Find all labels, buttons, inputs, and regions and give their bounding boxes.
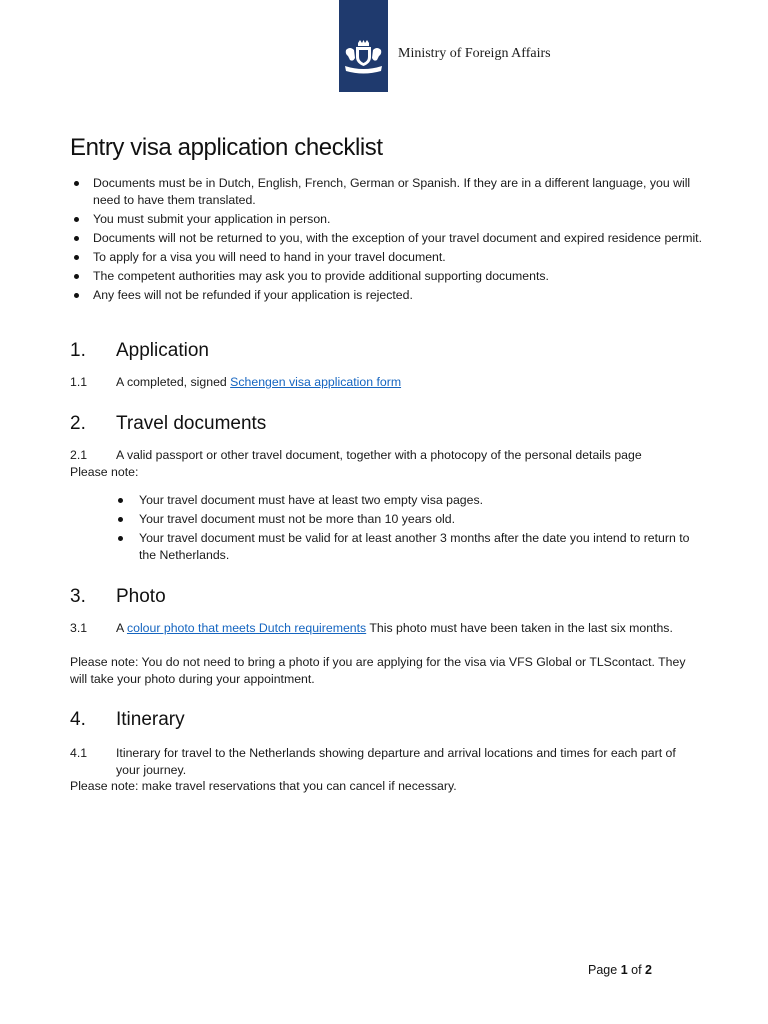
ministry-name: Ministry of Foreign Affairs bbox=[398, 46, 551, 61]
current-page: 1 bbox=[620, 963, 628, 977]
item-number: 2.1 bbox=[70, 448, 88, 462]
checklist-item-3-1 bbox=[70, 620, 690, 637]
section-number: 4. bbox=[70, 709, 86, 730]
item-text: Itinerary for travel to the Netherlands showing departure and arrival locations and times for each part of your journey. bbox=[116, 746, 676, 777]
list-item: Documents will not be returned to you, with the exception of your travel document and expired residence permit. bbox=[70, 230, 710, 247]
item-number: 4.1 bbox=[70, 746, 88, 760]
travel-documents-note: Please note: bbox=[70, 465, 139, 479]
photo-requirements-link[interactable]: colour photo that meets Dutch requirements bbox=[126, 621, 367, 635]
section-heading-photo bbox=[70, 586, 166, 608]
section-number: 1. bbox=[70, 340, 86, 361]
page-number bbox=[588, 963, 652, 977]
section-heading-travel-documents bbox=[70, 413, 266, 435]
item-text: A valid passport or other travel document, together with a photocopy of the personal details page bbox=[116, 448, 642, 462]
list-item: To apply for a visa you will need to hand in your travel document. bbox=[70, 249, 710, 266]
total-pages: 2 bbox=[645, 963, 652, 977]
list-item: Your travel document must not be more than 10 years old. bbox=[116, 511, 696, 528]
item-text-prefix: A bbox=[116, 621, 127, 635]
coat-of-arms-icon bbox=[343, 40, 384, 82]
photo-note: Please note: You do not need to bring a photo if you are applying for the visa via VFS Global or TLScontact. They will take your photo during your appointment. bbox=[70, 655, 686, 686]
intro-bullet-list bbox=[70, 175, 710, 306]
list-item: You must submit your application in person. bbox=[70, 211, 710, 228]
of-label: of bbox=[631, 963, 642, 977]
section-heading-itinerary bbox=[70, 709, 185, 731]
section-title: Itinerary bbox=[116, 709, 185, 730]
government-logo bbox=[339, 0, 388, 92]
section-number: 3. bbox=[70, 586, 86, 607]
list-item: The competent authorities may ask you to provide additional supporting documents. bbox=[70, 268, 710, 285]
list-item: Any fees will not be refunded if your application is rejected. bbox=[70, 287, 710, 304]
item-number: 1.1 bbox=[70, 375, 88, 389]
checklist-item-2-1 bbox=[70, 447, 690, 464]
section-heading-application bbox=[70, 340, 209, 362]
travel-documents-bullet-list bbox=[116, 492, 696, 566]
page-label: Page bbox=[588, 963, 618, 977]
section-title: Travel documents bbox=[116, 413, 267, 434]
section-number: 2. bbox=[70, 413, 86, 434]
checklist-item-4-1 bbox=[70, 745, 690, 779]
section-title: Photo bbox=[116, 586, 166, 607]
item-number: 3.1 bbox=[70, 621, 88, 635]
checklist-item-1-1 bbox=[70, 374, 690, 391]
document-title: Entry visa application checklist bbox=[70, 134, 383, 161]
list-item: Your travel document must have at least two empty visa pages. bbox=[116, 492, 696, 509]
item-text: A completed, signed bbox=[116, 375, 231, 389]
list-item: Documents must be in Dutch, English, French, German or Spanish. If they are in a different language, you will need to have them translated. bbox=[70, 175, 710, 209]
item-text-suffix: This photo must have been taken in the last six months. bbox=[366, 621, 673, 635]
schengen-form-link[interactable]: Schengen visa application form bbox=[230, 375, 402, 389]
list-item: Your travel document must be valid for at least another 3 months after the date you intend to return to the Netherlands. bbox=[116, 530, 696, 564]
itinerary-note: Please note: make travel reservations that you can cancel if necessary. bbox=[70, 779, 457, 793]
section-title: Application bbox=[116, 340, 209, 361]
